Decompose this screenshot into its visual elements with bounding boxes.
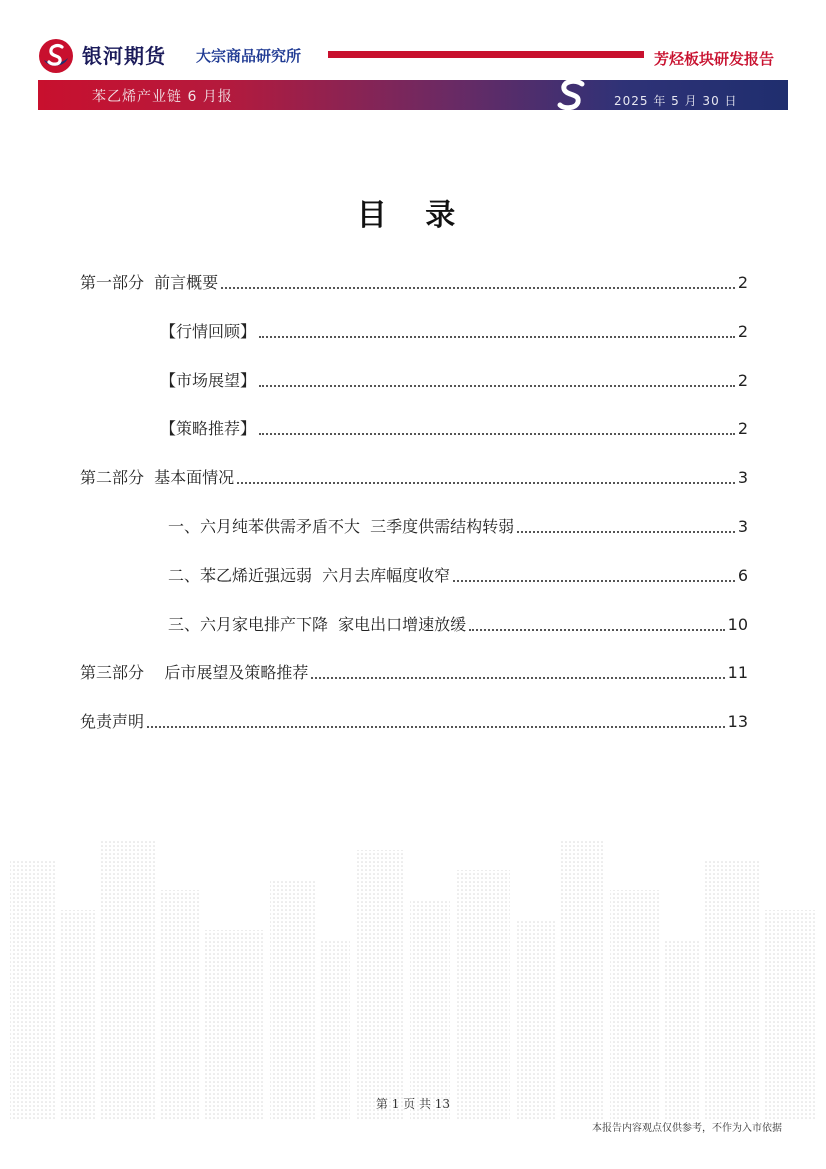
toc-leader-dots (469, 628, 724, 631)
skyline-watermark (0, 820, 826, 1120)
toc-entry-page: 2 (737, 273, 748, 292)
toc-entry-page: 3 (737, 517, 748, 536)
toc-entry-page: 3 (737, 468, 748, 487)
toc-entry-disclaimer[interactable] (80, 711, 748, 733)
toc-entry-page: 10 (727, 615, 748, 634)
toc-leader-dots (237, 481, 735, 484)
toc-leader-dots (517, 530, 735, 533)
report-title: 苯乙烯产业链 6 月报 (92, 89, 233, 105)
toc-leader-dots (259, 432, 735, 435)
toc-title: 目 录 (356, 198, 470, 233)
toc-entry-label: 第二部分 基本面情况 (80, 468, 235, 487)
company-name: 银河期货 (82, 44, 166, 68)
toc-leader-dots (147, 725, 725, 728)
swoosh-logo-icon (552, 78, 592, 112)
toc-entry-strategy[interactable] (160, 418, 748, 440)
toc-entry-section-2[interactable] (168, 565, 748, 587)
toc-entry-label: 【行情回顾】 (160, 322, 257, 341)
toc-entry-label: 第三部分 后市展望及策略推荐 (80, 663, 309, 682)
toc-entry-page: 6 (737, 566, 748, 585)
toc-entry-page: 2 (737, 419, 748, 438)
toc-entry-page: 13 (727, 712, 748, 731)
toc-entry-label: 二、苯乙烯近强远弱 六月去库幅度收窄 (168, 566, 451, 585)
toc-entry-label: 三、六月家电排产下降 家电出口增速放缓 (168, 615, 467, 634)
toc-entry-part3[interactable] (80, 662, 748, 684)
toc-entry-section-1[interactable] (168, 516, 748, 538)
header-rule (328, 51, 644, 58)
report-date: 2025 年 5 月 30 日 (614, 94, 738, 108)
toc-leader-dots (259, 335, 735, 338)
toc-leader-dots (259, 384, 735, 387)
toc-entry-page: 2 (737, 371, 748, 390)
toc-entry-label: 【策略推荐】 (160, 419, 257, 438)
toc-entry-label: 第一部分 前言概要 (80, 273, 219, 292)
toc-entry-part2[interactable] (80, 467, 748, 489)
toc-entry-page: 11 (727, 663, 748, 682)
report-header (0, 0, 826, 115)
galaxy-logo-icon (38, 38, 74, 74)
toc-entry-section-3[interactable] (168, 614, 748, 636)
toc-entry-page: 2 (737, 322, 748, 341)
institute-name: 大宗商品研究所 (196, 47, 302, 65)
report-type: 芳烃板块研发报告 (654, 50, 775, 68)
toc-entry-label: 【市场展望】 (160, 371, 257, 390)
toc-entry-part1[interactable] (80, 272, 748, 294)
toc-leader-dots (453, 579, 735, 582)
toc-entry-market-review[interactable] (160, 321, 748, 343)
toc-leader-dots (221, 286, 735, 289)
toc-leader-dots (311, 676, 724, 679)
toc-entry-label: 一、六月纯苯供需矛盾不大 三季度供需结构转弱 (168, 517, 515, 536)
toc-entry-label: 免责声明 (80, 712, 145, 731)
toc-entry-market-outlook[interactable] (160, 370, 748, 392)
page-number: 第 1 页 共 13 (375, 1097, 451, 1111)
footer-disclaimer: 本报告内容观点仅供参考，不作为入市依据 (592, 1123, 782, 1134)
